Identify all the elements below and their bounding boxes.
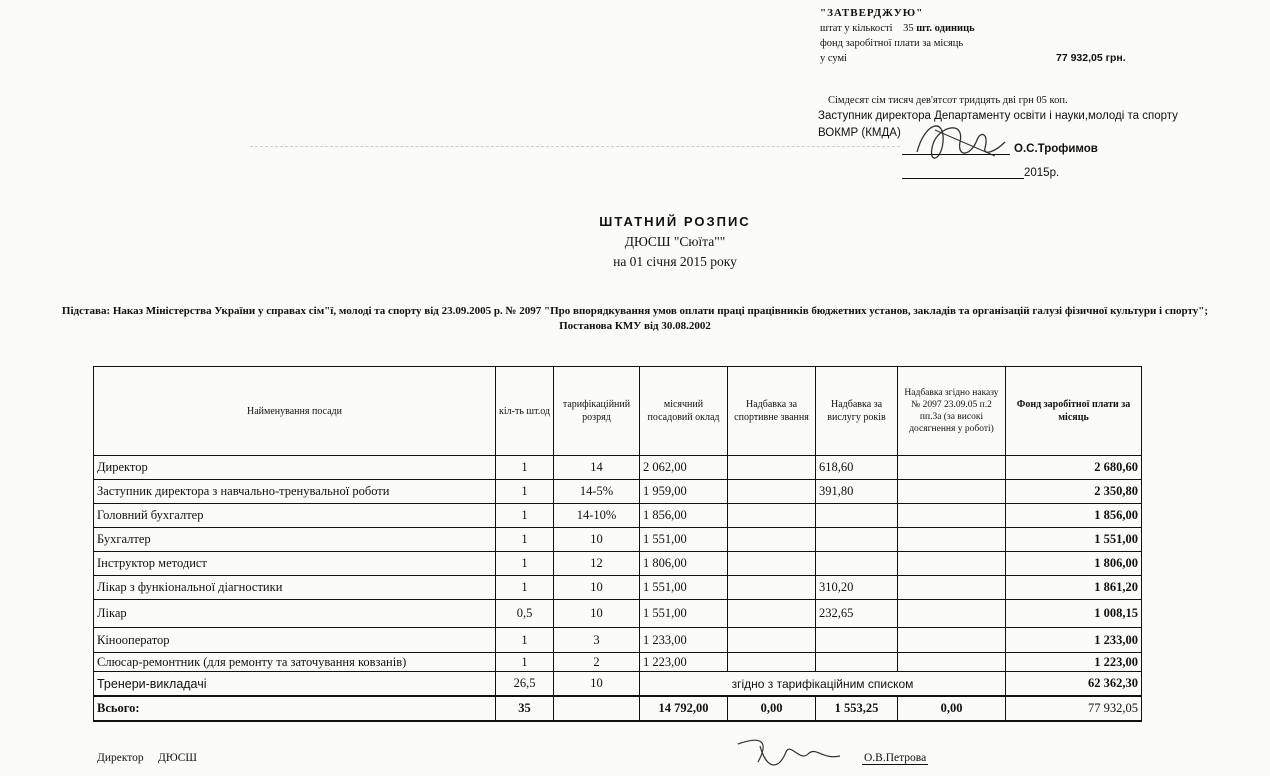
cell-salary: 1 856,00 (640, 504, 728, 528)
cell-salary: 1 551,00 (640, 528, 728, 552)
table-row (94, 504, 1142, 528)
cell-service: 232,65 (816, 600, 898, 628)
header-sport-bonus: Надбавка за спортивне звання (728, 367, 816, 456)
cell-sport (728, 456, 816, 480)
document-title-block (0, 212, 1270, 272)
cell-position: Заступник директора з навчально-тренувальної роботи (94, 480, 496, 504)
cell-total-grade (554, 696, 640, 721)
document-title: ШТАТНИЙ РОЗПИС (599, 214, 751, 229)
header-count: кіл-ть шт.од (496, 367, 554, 456)
cell-sport (728, 504, 816, 528)
basis-text: Підстава: Наказ Міністерства України у справах сім"ї, молоді та спорту від 23.09.2005 р. № 2097 "Про впорядкування умов оплати праці працівників бюджетних установ, закладів та організацій галузі фізичної культури і спорту"; Постанова КМУ від 30.08.2002 (61, 305, 1209, 332)
cell-service: 391,80 (816, 480, 898, 504)
cell-sport (728, 628, 816, 653)
table-row (94, 576, 1142, 600)
cell-fund: 1 233,00 (1006, 628, 1142, 653)
cell-position: Бухгалтер (94, 528, 496, 552)
director-signature (730, 732, 850, 776)
cell-achievement (898, 480, 1006, 504)
sum-value: 77 932,05 грн. (1056, 52, 1126, 64)
cell-total-count: 35 (496, 696, 554, 721)
cell-fund: 1 008,15 (1006, 600, 1142, 628)
header-position: Найменування посади (94, 367, 496, 456)
cell-total-salary: 14 792,00 (640, 696, 728, 721)
cell-total-label: Всього: (94, 696, 496, 721)
cell-sport (728, 552, 816, 576)
sum-in-words: Сімдесят сім тисяч дев'ятсот тридцять дві грн 05 коп. (828, 95, 1068, 106)
cell-achievement (898, 628, 1006, 653)
cell-grade: 10 (554, 600, 640, 628)
document-org: ДЮСШ "Сюїта"" (624, 234, 726, 249)
cell-fund: 2 680,60 (1006, 456, 1142, 480)
cell-salary: 2 062,00 (640, 456, 728, 480)
cell-achievement (898, 653, 1006, 672)
approval-signer-line (902, 141, 1098, 155)
cell-achievement (898, 504, 1006, 528)
cell-count: 1 (496, 456, 554, 480)
cell-salary: 1 959,00 (640, 480, 728, 504)
footer-signer-name: О.В.Петрова (864, 752, 927, 764)
table-row (94, 653, 1142, 672)
cell-sport (728, 600, 816, 628)
document-date: на 01 січня 2015 року (613, 254, 737, 269)
table-row (94, 600, 1142, 628)
cell-service: 310,20 (816, 576, 898, 600)
cell-service (816, 653, 898, 672)
cell-count: 0,5 (496, 600, 554, 628)
cell-total-service: 1 553,25 (816, 696, 898, 721)
cell-position: Слюсар-ремонтник (для ремонту та заточування ковзанів) (94, 653, 496, 672)
cell-achievement (898, 576, 1006, 600)
cell-tariff-note: згідно з тарифікаційним списком (640, 672, 1006, 697)
approval-signer-name: О.С.Трофимов (1014, 143, 1098, 155)
date-underline (902, 165, 1024, 179)
cell-count: 1 (496, 628, 554, 653)
footer-org: ДЮСШ (158, 752, 197, 764)
header-grade: тарифікаційний розряд (554, 367, 640, 456)
cell-fund: 1 551,00 (1006, 528, 1142, 552)
table-header-row (94, 367, 1142, 456)
header-service-bonus: Надбавка за вислугу років (816, 367, 898, 456)
cell-sport (728, 528, 816, 552)
cell-position: Директор (94, 456, 496, 480)
cell-service (816, 528, 898, 552)
cell-grade: 14-10% (554, 504, 640, 528)
table-row (94, 552, 1142, 576)
cell-grade: 14-5% (554, 480, 640, 504)
approval-year: 2015р. (1024, 167, 1060, 179)
cell-count: 26,5 (496, 672, 554, 697)
sum-line (820, 51, 1150, 66)
cell-service: 618,60 (816, 456, 898, 480)
cell-total-achievement: 0,00 (898, 696, 1006, 721)
scan-artifact-line (250, 146, 900, 147)
cell-salary: 1 551,00 (640, 600, 728, 628)
header-salary: місячний посадовий оклад (640, 367, 728, 456)
cell-sport (728, 653, 816, 672)
staff-count-line (820, 21, 1150, 36)
cell-fund: 1 861,20 (1006, 576, 1142, 600)
table-row (94, 528, 1142, 552)
cell-count: 1 (496, 504, 554, 528)
cell-grade: 10 (554, 672, 640, 697)
cell-grade: 10 (554, 528, 640, 552)
staff-table (93, 366, 1142, 722)
cell-grade: 3 (554, 628, 640, 653)
cell-position: Тренери-викладачі (94, 672, 496, 697)
cell-fund: 2 350,80 (1006, 480, 1142, 504)
cell-position: Головний бухгалтер (94, 504, 496, 528)
cell-fund: 1 223,00 (1006, 653, 1142, 672)
cell-salary: 1 223,00 (640, 653, 728, 672)
cell-total-fund: 77 932,05 (1006, 696, 1142, 721)
cell-fund: 1 856,00 (1006, 504, 1142, 528)
approval-date-line (902, 165, 1059, 179)
signature-underline (902, 141, 1010, 155)
cell-fund: 62 362,30 (1006, 672, 1142, 697)
deputy-line-1: Заступник директора Департаменту освіти і науки,молоді та спорту (818, 110, 1178, 122)
cell-position: Кінооператор (94, 628, 496, 653)
cell-fund: 1 806,00 (1006, 552, 1142, 576)
cell-service (816, 504, 898, 528)
cell-position: Лікар (94, 600, 496, 628)
footer-director-label: Директор (97, 752, 144, 764)
header-fund: Фонд заробітної плати за місяць (1006, 367, 1142, 456)
staff-count-value: 35 (903, 23, 914, 34)
footer-signer (862, 752, 928, 765)
cell-salary: 1 233,00 (640, 628, 728, 653)
cell-grade: 12 (554, 552, 640, 576)
table-row (94, 456, 1142, 480)
table-row-trainers (94, 672, 1142, 697)
cell-service (816, 628, 898, 653)
staff-count-unit: шт. одиниць (916, 23, 975, 34)
cell-count: 1 (496, 528, 554, 552)
cell-sport (728, 480, 816, 504)
cell-grade: 2 (554, 653, 640, 672)
cell-count: 1 (496, 576, 554, 600)
table-row (94, 480, 1142, 504)
cell-grade: 10 (554, 576, 640, 600)
cell-achievement (898, 552, 1006, 576)
cell-position: Лікар з функіональної діагностики (94, 576, 496, 600)
sum-label: у сумі (820, 53, 848, 64)
cell-count: 1 (496, 552, 554, 576)
footer-director (97, 752, 197, 764)
cell-salary: 1 806,00 (640, 552, 728, 576)
deputy-line-2: ВОКМР (КМДА) (818, 127, 901, 139)
cell-grade: 14 (554, 456, 640, 480)
cell-achievement (898, 528, 1006, 552)
cell-count: 1 (496, 653, 554, 672)
approval-title: "ЗАТВЕРДЖУЮ" (820, 7, 924, 19)
cell-achievement (898, 600, 1006, 628)
cell-count: 1 (496, 480, 554, 504)
cell-position: Інструктор методист (94, 552, 496, 576)
cell-salary: 1 551,00 (640, 576, 728, 600)
header-achievement-bonus: Надбавка згідно наказу № 2097 23.09.05 п.2 пп.3а (за високі досягнення у роботі) (898, 367, 1006, 456)
fund-label: фонд заробітної плати за місяць (820, 38, 964, 49)
cell-service (816, 552, 898, 576)
cell-achievement (898, 456, 1006, 480)
approval-block (820, 6, 1150, 66)
staff-count-prefix: штат у кількості (820, 23, 893, 34)
table-row-total (94, 696, 1142, 721)
cell-sport (728, 576, 816, 600)
cell-total-sport: 0,00 (728, 696, 816, 721)
table-row (94, 628, 1142, 653)
